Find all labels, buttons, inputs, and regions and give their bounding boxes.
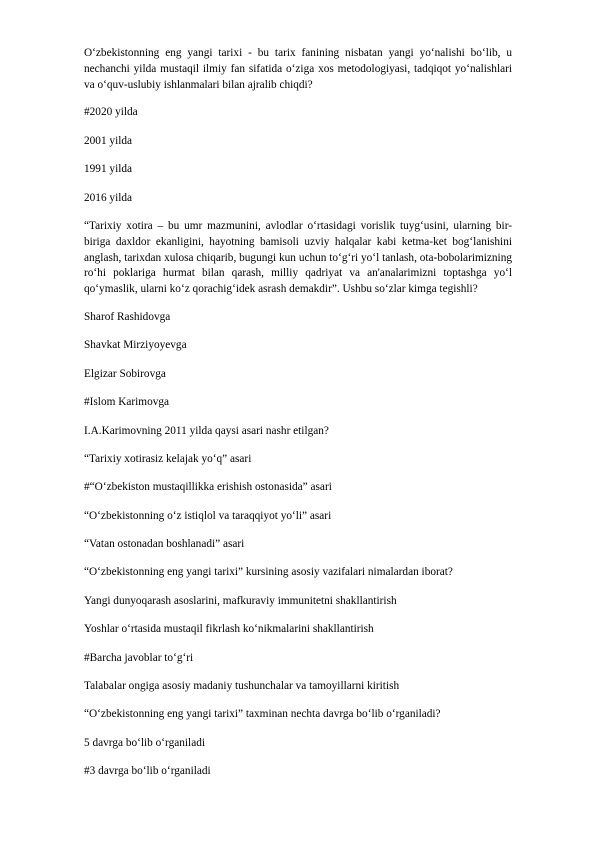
question-paragraph: O‘zbekistonning eng yangi tarixi - bu tarix fanining nisbatan yangi yo‘nalishi bo‘lib, u nechanchi yilda mustaqil ilmiy fan sifatida o‘ziga xos metodologiyasi, tadqiqot yo‘nalishlari va o‘quv-uslubiy ishlanmalari bilan ajralib chiqdi?	[84, 47, 512, 91]
answer-option: #Islom Karimovga	[84, 396, 170, 409]
answer-option: #Barcha javoblar to‘g‘ri	[84, 651, 194, 664]
answer-option: “O‘zbekistonning o‘z istiqlol va taraqqiyot yo‘li” asari	[84, 509, 332, 522]
answer-option: Sharof Rashidovga	[84, 310, 171, 323]
answer-option: “Tarixiy xotirasiz kelajak yo‘q” asari	[84, 452, 252, 465]
question-line: I.A.Karimovning 2011 yilda qaysi asari nashr etilgan?	[84, 424, 329, 437]
answer-option: 1991 yilda	[84, 163, 133, 176]
question-paragraph: “Tarixiy xotira – bu umr mazmunini, avlodlar o‘rtasidagi vorislik tuyg‘usini, ularning bir-biriga daxldor ekanligini, hayotning bamisoli uzviy halqalar kabi ketma-ket bog‘lanishini anglash, tarixdan xulosa chiqarib, bugungi kun uchun to‘g‘ri yo‘l tanlash, ota-bobolarimizning ro‘hi poklariga hurmat bilan qarash, milliy qadriyat va an'analarimizni toptashga yo‘l qo‘ymaslik, ularni ko‘z qorachig‘idek asrash demakdir”. Ushbu so‘zlar kimga tegishli?	[84, 219, 512, 296]
answer-option: 2016 yilda	[84, 191, 133, 204]
answer-option: Yangi dunyoqarash asoslarini, mafkuraviy immunitetni shakllantirish	[84, 594, 397, 607]
question-line: “O‘zbekistonning eng yangi tarixi” taxminan nechta davrga bo‘lib o‘rganiladi?	[84, 708, 441, 721]
answer-option: Shavkat Mirziyoyevga	[84, 339, 187, 352]
answer-option: Yoshlar o‘rtasida mustaqil fikrlash ko‘nikmalarini shakllantirish	[84, 623, 374, 636]
answer-option: Elgizar Sobirovga	[84, 367, 166, 380]
answer-option: “Vatan ostonadan boshlanadi” asari	[84, 538, 245, 551]
answer-option: Talabalar ongiga asosiy madaniy tushunchalar va tamoyillarni kiritish	[84, 680, 400, 693]
answer-option: #“O‘zbekiston mustaqillikka erishish ostonasida” asari	[84, 481, 332, 494]
answer-option: 2001 yilda	[84, 134, 133, 147]
answer-option: #2020 yilda	[84, 106, 138, 119]
answer-option: 5 davrga bo‘lib o‘rganiladi	[84, 736, 205, 749]
question-line: “O‘zbekistonning eng yangi tarixi” kursining asosiy vazifalari nimalardan iborat?	[84, 566, 453, 579]
answer-option: #3 davrga bo‘lib o‘rganiladi	[84, 765, 211, 778]
document-body	[84, 46, 512, 793]
